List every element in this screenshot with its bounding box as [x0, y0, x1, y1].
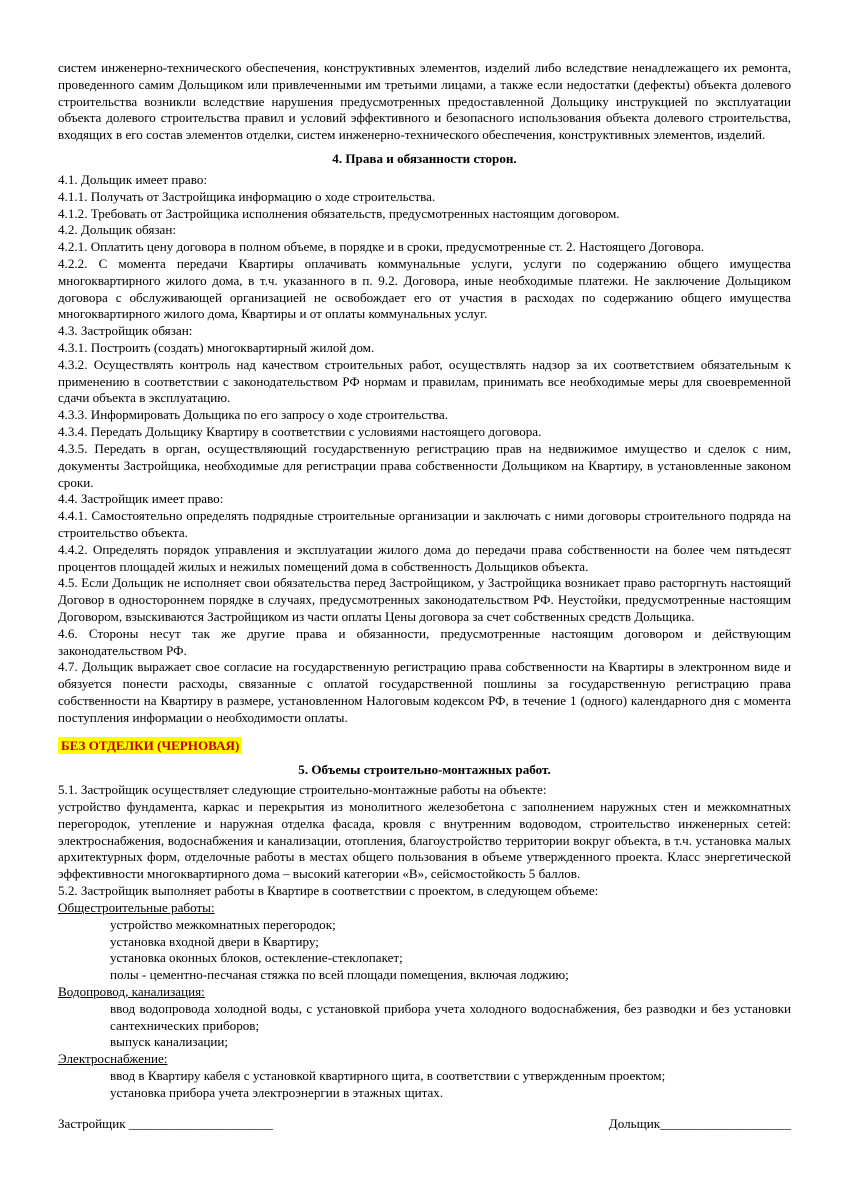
document-body	[58, 60, 791, 1132]
clause-4-6: 4.6. Стороны несут так же другие права и обязанности, предусмотренные настоящим договором и действующим законодательством РФ.	[58, 625, 791, 658]
highlight-note: БЕЗ ОТДЕЛКИ (ЧЕРНОВАЯ)	[58, 737, 242, 755]
clause-4-4-2: 4.4.2. Определять порядок управления и эксплуатации жилого дома до передачи права собственности на более чем пятьдесят процентов площадей жилых и нежилых помещений дома в собственность Дольщиков объекта.	[58, 541, 791, 574]
clause-4-1-2: 4.1.2. Требовать от Застройщика исполнения обязательств, предусмотренных настоящим договором.	[58, 205, 620, 221]
group-title-plumbing: Водопровод, канализация:	[58, 983, 205, 999]
clause-4-3-1: 4.3.1. Построить (создать) многоквартирный жилой дом.	[58, 340, 375, 355]
clause-4-3: 4.3. Застройщик обязан:	[58, 323, 193, 339]
clause-5-1-scope: устройство фундамента, каркас и перекрытия из монолитного железобетона с заполнением наружных стен и межкомнатных перегородок, утепление и наружная отделка фасада, кровля с внутренним водоводом, строительство инженерных сетей: электроснабжения, водоснабжения и канализации, отопления, благоустройство территории вокруг объекта, в т.ч. установка малых архитектурных форм, отделочные работы в местах общего пользования в объеме утвержденного проекта. Класс энергетической эффективности многоквартирного дома – высокий категории «В», сейсмостойкость 5 баллов.	[58, 799, 791, 882]
clause-4-2-2: 4.2.2. С момента передачи Квартиры оплачивать коммунальные услуги, услуги по содержанию общего имущества многоквартирного жилого дома, в т.ч. указанного в п. 9.2. Договора, иные необходимые платежи. Не заключение Дольщиком договора с обслуживающей организацией не освобождает его от участия в расходах по содержанию общего имущества многоквартирного жилого дома, Квартиры и от оплаты коммунальных услуг.	[58, 255, 791, 322]
clause-4-4-1: 4.4.1. Самостоятельно определять подрядные строительные организации и заключать с ними договоры строительного подряда на строительство объекта.	[58, 508, 791, 540]
group-item: установка прибора учета электроэнергии в этажных щитах.	[110, 1084, 444, 1100]
group-item: установка входной двери в Квартиру;	[110, 933, 319, 949]
group-item: ввод водопровода холодной воды, с установкой прибора учета холодного водоснабжения, без разводки и без установки сантехнических приборов;	[110, 1000, 791, 1033]
group-title-electricity: Электроснабжение:	[58, 1051, 168, 1067]
clause-4-3-4: 4.3.4. Передать Дольщику Квартиру в соответствии с условиями настоящего договора.	[58, 424, 542, 440]
group-item: установка оконных блоков, остекление-стеклопакет;	[110, 950, 403, 966]
section-5-heading: 5. Объемы строительно-монтажных работ.	[298, 762, 551, 778]
group-item: ввод в Квартиру кабеля с установкой квартирного щита, в соответствии с утвержденным проектом;	[110, 1068, 666, 1084]
clause-5-2: 5.2. Застройщик выполняет работы в Квартире в соответствии с проектом, в следующем объеме:	[58, 883, 599, 899]
clause-4-4: 4.4. Застройщик имеет право:	[58, 491, 224, 507]
group-item: полы - цементно-песчаная стяжка по всей площади помещения, включая лоджию;	[110, 967, 569, 983]
clause-4-3-3: 4.3.3. Информировать Дольщика по его запросу о ходе строительства.	[58, 407, 449, 423]
clause-4-3-5: 4.3.5. Передать в орган, осуществляющий государственную регистрацию прав на недвижимое имущество и сделок с ним, документы Застройщика, необходимые для регистрации права собственности Дольщиком на Квартиру, в установленные законом сроки.	[58, 440, 791, 490]
signature-row	[58, 1116, 791, 1133]
group-item: устройство межкомнатных перегородок;	[110, 916, 336, 932]
clause-4-2: 4.2. Дольщик обязан:	[58, 222, 176, 238]
highlight-note-wrapper	[58, 727, 791, 757]
group-title-general-construction: Общестроительные работы:	[58, 899, 215, 915]
clause-4-7: 4.7. Дольщик выражает свое согласие на государственную регистрацию права собственности на Квартиры в электронном виде и обязуется понести расходы, связанные с оплатой государственной пошлины за государственную регистрацию права собственности на Квартиру в размере, установленном Налоговым кодексом РФ, в течение 1 (одного) календарного дня с момента поступления информации о необходимости оплаты.	[58, 659, 791, 725]
signature-participant: Дольщик____________________	[608, 1115, 791, 1131]
signature-developer: Застройщик ______________________	[58, 1115, 273, 1131]
clause-5-1: 5.1. Застройщик осуществляет следующие строительно-монтажные работы на объекте:	[58, 782, 547, 798]
intro-paragraph: систем инженерно-технического обеспечения, конструктивных элементов, изделий либо вследствие ненадлежащего их ремонта, проведенного самим Дольщиком или привлеченными им третьими лицами, а также если недостатки (дефекты) объекта долевого строительства возникли вследствие нарушения предусмотренных предоставленной Дольщику инструкцией по эксплуатации объекта долевого строительства правил и условий эффективного и безопасного использования объекта долевого строительства, входящих в его состав элементов отделки, систем инженерно-технического обеспечения, конструктивных элементов, изделий.	[58, 60, 791, 143]
clause-4-5: 4.5. Если Дольщик не исполняет свои обязательства перед Застройщиком, у Застройщика возникает право расторгнуть настоящий Договор в одностороннем порядке в случаях, предусмотренных законодательством РФ. Неустойки, предусмотренные настоящим Договором, взыскиваются Застройщиком из части оплаты Цены договора за счет собственных средств Дольщика.	[58, 575, 791, 624]
clause-4-1-1: 4.1.1. Получать от Застройщика информацию о ходе строительства.	[58, 188, 436, 204]
group-item: выпуск канализации;	[110, 1034, 229, 1050]
clause-4-3-2: 4.3.2. Осуществлять контроль над качеством строительных работ, осуществлять надзор за их соответствием обязательным к применению в соответствии с законодательством РФ нормам и правилам, принимать все необходимые меры для своевременной сдачи объекта в эксплуатацию.	[58, 356, 791, 406]
section-4-heading: 4. Права и обязанности сторон.	[332, 151, 517, 167]
clause-4-2-1: 4.2.1. Оплатить цену договора в полном объеме, в порядке и в сроки, предусмотренные ст. 2. Настоящего Договора.	[58, 239, 705, 255]
clause-4-1: 4.1. Дольщик имеет право:	[58, 171, 208, 187]
